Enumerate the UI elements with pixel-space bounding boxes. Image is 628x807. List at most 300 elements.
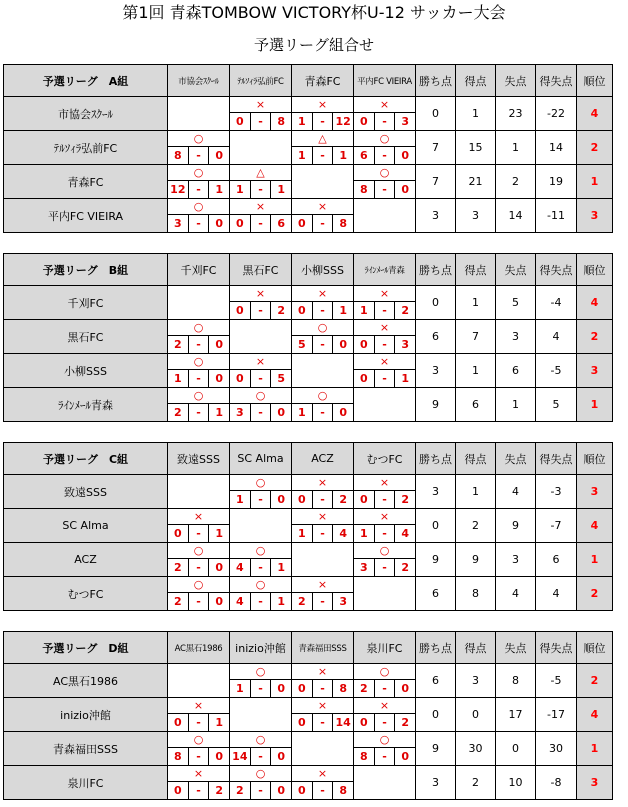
column-header-wins: 勝ち点	[416, 65, 456, 97]
goals-for: 3	[456, 664, 496, 698]
score-dash: -	[251, 404, 272, 421]
table-row	[4, 475, 613, 509]
goal-difference: 30	[536, 732, 577, 766]
goal-difference: 4	[536, 320, 577, 354]
score-for: 0	[292, 782, 313, 799]
match-result-cell	[354, 286, 416, 320]
column-header-rank: 順位	[577, 65, 613, 97]
match-result-cell	[168, 577, 230, 611]
team-name: inizio沖館	[4, 698, 168, 732]
match-result-cell	[354, 509, 416, 543]
goals-for: 1	[456, 354, 496, 388]
match-result-cell	[230, 475, 292, 509]
match-result-cell	[354, 698, 416, 732]
match-result-cell	[230, 766, 292, 800]
score-against: 3	[401, 115, 409, 128]
match-result-cell	[168, 354, 230, 388]
result-symbol: ×	[193, 699, 204, 712]
score-against: 1	[277, 595, 285, 608]
score-for: 1	[230, 491, 251, 508]
score-dash: -	[251, 302, 272, 319]
score-dash: -	[375, 491, 396, 508]
score-against: 2	[215, 784, 223, 797]
score-against: 0	[277, 784, 285, 797]
score-against: 12	[335, 115, 351, 128]
page-title: 第1回 青森TOMBOW VICTORY杯U-12 サッカー大会	[122, 3, 506, 22]
self-match-cell	[230, 698, 292, 732]
column-header-goals-for: 得点	[456, 65, 496, 97]
match-result-cell	[230, 199, 292, 233]
points: 0	[416, 698, 456, 732]
table-row	[4, 543, 613, 577]
score-for: 2	[168, 404, 189, 421]
points: 3	[416, 354, 456, 388]
match-result-cell	[168, 320, 230, 354]
goal-difference: -22	[536, 97, 577, 131]
column-team-header: ACZ	[292, 443, 354, 475]
points: 7	[416, 165, 456, 199]
team-name: AC黒石1986	[4, 664, 168, 698]
score-dash: -	[375, 525, 396, 542]
score-for: 0	[354, 336, 375, 353]
score-dash: -	[375, 336, 396, 353]
team-name: ACZ	[4, 543, 168, 577]
table-row	[4, 664, 613, 698]
match-result-cell	[168, 199, 230, 233]
points: 0	[416, 509, 456, 543]
result-symbol: ×	[193, 510, 204, 523]
match-result-cell	[354, 475, 416, 509]
table-row	[4, 732, 613, 766]
score-against: 1	[339, 304, 347, 317]
score-against: 2	[401, 493, 409, 506]
goal-difference: 19	[536, 165, 577, 199]
column-team-header: 小柳SSS	[292, 254, 354, 286]
result-symbol: ○	[255, 389, 266, 402]
goals-against: 0	[496, 732, 536, 766]
goals-against: 1	[496, 388, 536, 422]
column-header-goal-diff: 得失点	[536, 65, 577, 97]
score-dash: -	[251, 370, 272, 387]
score-dash: -	[189, 559, 210, 576]
match-result-cell	[230, 732, 292, 766]
rank: 1	[577, 165, 613, 199]
team-name: 青森福田SSS	[4, 732, 168, 766]
result-symbol: ×	[255, 98, 266, 111]
result-symbol: ○	[255, 767, 266, 780]
score-for: 1	[230, 680, 251, 697]
match-result-cell	[292, 577, 354, 611]
score-against: 1	[401, 372, 409, 385]
match-result-cell	[230, 577, 292, 611]
result-symbol: ○	[193, 355, 204, 368]
table-row	[4, 97, 613, 131]
rank: 2	[577, 664, 613, 698]
team-name: 千刈FC	[4, 286, 168, 320]
score-for: 0	[168, 782, 189, 799]
league-label: 予選リーグ D組	[4, 632, 168, 664]
score-for: 14	[230, 748, 251, 765]
result-symbol: ×	[317, 699, 328, 712]
score-against: 3	[339, 595, 347, 608]
points: 3	[416, 199, 456, 233]
score-for: 0	[292, 215, 313, 232]
column-header-wins: 勝ち点	[416, 443, 456, 475]
score-for: 0	[354, 491, 375, 508]
score-against: 0	[215, 217, 223, 230]
goal-difference: -17	[536, 698, 577, 732]
match-result-cell	[292, 388, 354, 422]
score-against: 0	[215, 595, 223, 608]
match-result-cell	[354, 97, 416, 131]
table-row	[4, 165, 613, 199]
score-dash: -	[313, 680, 334, 697]
score-dash: -	[313, 147, 334, 164]
team-name: 青森FC	[4, 165, 168, 199]
goals-against: 5	[496, 286, 536, 320]
goals-for: 6	[456, 388, 496, 422]
column-header-wins: 勝ち点	[416, 254, 456, 286]
score-for: 0	[168, 714, 189, 731]
score-against: 2	[401, 561, 409, 574]
column-team-header: 青森福田SSS	[292, 632, 354, 664]
points: 7	[416, 131, 456, 165]
score-against: 0	[401, 682, 409, 695]
score-dash: -	[313, 215, 334, 232]
league-label: 予選リーグ C組	[4, 443, 168, 475]
score-against: 1	[215, 183, 223, 196]
goals-for: 3	[456, 199, 496, 233]
result-symbol: ○	[379, 132, 390, 145]
score-against: 0	[401, 183, 409, 196]
match-result-cell	[354, 732, 416, 766]
score-for: 2	[292, 593, 313, 610]
goals-against: 14	[496, 199, 536, 233]
score-against: 4	[401, 527, 409, 540]
result-symbol: ○	[255, 476, 266, 489]
score-dash: -	[251, 680, 272, 697]
score-against: 1	[215, 406, 223, 419]
result-symbol: ×	[317, 510, 328, 523]
result-symbol: ○	[379, 166, 390, 179]
self-match-cell	[354, 577, 416, 611]
column-header-goal-diff: 得失点	[536, 443, 577, 475]
result-symbol: ○	[255, 578, 266, 591]
score-dash: -	[251, 559, 272, 576]
result-symbol: ×	[317, 200, 328, 213]
self-match-cell	[354, 199, 416, 233]
column-header-goals-against: 失点	[496, 443, 536, 475]
score-against: 8	[339, 784, 347, 797]
result-symbol: ○	[255, 544, 266, 557]
score-against: 0	[215, 561, 223, 574]
score-dash: -	[251, 748, 272, 765]
column-header-rank: 順位	[577, 254, 613, 286]
score-for: 0	[354, 370, 375, 387]
column-team-header: 平内FC VIEIRA	[354, 65, 416, 97]
table-row	[4, 509, 613, 543]
score-for: 2	[230, 782, 251, 799]
result-symbol: ○	[193, 166, 204, 179]
result-symbol: ×	[317, 287, 328, 300]
goals-for: 1	[456, 97, 496, 131]
column-team-header: 千刈FC	[168, 254, 230, 286]
self-match-cell	[292, 354, 354, 388]
team-name: 平内FC VIEIRA	[4, 199, 168, 233]
goals-for: 8	[456, 577, 496, 611]
self-match-cell	[168, 664, 230, 698]
rank: 4	[577, 698, 613, 732]
score-dash: -	[313, 782, 334, 799]
column-header-goal-diff: 得失点	[536, 254, 577, 286]
score-against: 1	[215, 716, 223, 729]
score-for: 0	[292, 491, 313, 508]
match-result-cell	[230, 664, 292, 698]
match-result-cell	[168, 165, 230, 199]
score-for: 0	[230, 215, 251, 232]
match-result-cell	[354, 131, 416, 165]
score-against: 5	[277, 372, 285, 385]
points: 9	[416, 543, 456, 577]
self-match-cell	[230, 509, 292, 543]
score-for: 0	[168, 525, 189, 542]
goal-difference: -3	[536, 475, 577, 509]
self-match-cell	[354, 388, 416, 422]
score-for: 8	[354, 181, 375, 198]
rank: 1	[577, 388, 613, 422]
column-team-header: ﾃﾙｿｨﾗ弘前FC	[230, 65, 292, 97]
team-name: 市協会ｽｸｰﾙ	[4, 97, 168, 131]
goal-difference: -8	[536, 766, 577, 800]
column-header-goals-against: 失点	[496, 632, 536, 664]
score-dash: -	[189, 370, 210, 387]
team-name: ﾃﾙｿｨﾗ弘前FC	[4, 131, 168, 165]
result-symbol: ○	[193, 544, 204, 557]
self-match-cell	[292, 543, 354, 577]
column-header-goals-for: 得点	[456, 443, 496, 475]
score-for: 2	[168, 593, 189, 610]
score-dash: -	[313, 302, 334, 319]
column-header-goal-diff: 得失点	[536, 632, 577, 664]
score-against: 0	[277, 750, 285, 763]
score-dash: -	[189, 782, 210, 799]
match-result-cell	[168, 543, 230, 577]
goal-difference: -5	[536, 354, 577, 388]
table-row	[4, 199, 613, 233]
score-for: 0	[292, 714, 313, 731]
score-dash: -	[251, 181, 272, 198]
column-team-header: ﾗｲﾝﾒｰﾙ青森	[354, 254, 416, 286]
score-against: 0	[215, 149, 223, 162]
score-dash: -	[375, 302, 396, 319]
result-symbol: ○	[255, 733, 266, 746]
score-against: 0	[401, 750, 409, 763]
match-result-cell	[168, 388, 230, 422]
result-symbol: ×	[379, 510, 390, 523]
score-for: 1	[168, 370, 189, 387]
score-for: 1	[292, 147, 313, 164]
rank: 4	[577, 286, 613, 320]
result-symbol: ×	[255, 200, 266, 213]
match-result-cell	[230, 97, 292, 131]
match-result-cell	[292, 131, 354, 165]
score-dash: -	[251, 113, 272, 130]
match-result-cell	[168, 698, 230, 732]
score-dash: -	[375, 559, 396, 576]
result-symbol: ○	[317, 321, 328, 334]
points: 6	[416, 577, 456, 611]
goals-for: 30	[456, 732, 496, 766]
result-symbol: ×	[379, 98, 390, 111]
table-row	[4, 320, 613, 354]
result-symbol: ×	[379, 321, 390, 334]
column-team-header: 市協会ｽｸｰﾙ	[168, 65, 230, 97]
match-result-cell	[292, 199, 354, 233]
goal-difference: 4	[536, 577, 577, 611]
column-team-header: SC Alma	[230, 443, 292, 475]
score-for: 1	[292, 525, 313, 542]
score-against: 1	[339, 149, 347, 162]
score-against: 0	[339, 406, 347, 419]
result-symbol: ×	[317, 98, 328, 111]
match-result-cell	[168, 766, 230, 800]
score-dash: -	[375, 181, 396, 198]
column-team-header: むつFC	[354, 443, 416, 475]
score-dash: -	[313, 404, 334, 421]
score-against: 2	[277, 304, 285, 317]
goals-against: 23	[496, 97, 536, 131]
score-dash: -	[251, 593, 272, 610]
team-name: SC Alma	[4, 509, 168, 543]
goals-for: 7	[456, 320, 496, 354]
score-for: 3	[230, 404, 251, 421]
match-result-cell	[168, 509, 230, 543]
score-for: 0	[230, 370, 251, 387]
score-dash: -	[251, 491, 272, 508]
page-subtitle: 予選リーグ組合せ	[253, 36, 374, 54]
goals-against: 10	[496, 766, 536, 800]
score-for: 3	[168, 215, 189, 232]
rank: 4	[577, 97, 613, 131]
goals-for: 1	[456, 286, 496, 320]
result-symbol: ○	[317, 389, 328, 402]
league-table	[3, 253, 613, 422]
score-for: 1	[292, 404, 313, 421]
match-result-cell	[230, 165, 292, 199]
column-header-goals-for: 得点	[456, 254, 496, 286]
rank: 3	[577, 199, 613, 233]
goal-difference: -4	[536, 286, 577, 320]
score-for: 12	[168, 181, 189, 198]
score-for: 2	[168, 336, 189, 353]
table-row	[4, 766, 613, 800]
result-symbol: ×	[379, 355, 390, 368]
rank: 3	[577, 475, 613, 509]
result-symbol: ×	[317, 767, 328, 780]
score-dash: -	[375, 680, 396, 697]
column-header-rank: 順位	[577, 443, 613, 475]
table-row	[4, 698, 613, 732]
score-dash: -	[189, 525, 210, 542]
match-result-cell	[292, 664, 354, 698]
score-dash: -	[189, 714, 210, 731]
score-for: 2	[168, 559, 189, 576]
team-name: ﾗｲﾝﾒｰﾙ青森	[4, 388, 168, 422]
team-name: 泉川FC	[4, 766, 168, 800]
goals-against: 8	[496, 664, 536, 698]
self-match-cell	[230, 320, 292, 354]
goals-against: 4	[496, 577, 536, 611]
self-match-cell	[168, 97, 230, 131]
rank: 2	[577, 577, 613, 611]
match-result-cell	[292, 509, 354, 543]
score-dash: -	[251, 782, 272, 799]
points: 6	[416, 664, 456, 698]
result-symbol: ○	[379, 733, 390, 746]
score-dash: -	[189, 147, 210, 164]
column-team-header: 泉川FC	[354, 632, 416, 664]
rank: 4	[577, 509, 613, 543]
score-for: 8	[168, 748, 189, 765]
goals-against: 1	[496, 131, 536, 165]
score-against: 0	[339, 338, 347, 351]
match-result-cell	[230, 388, 292, 422]
score-dash: -	[375, 147, 396, 164]
goals-against: 4	[496, 475, 536, 509]
goals-against: 2	[496, 165, 536, 199]
league-label: 予選リーグ B組	[4, 254, 168, 286]
result-symbol: △	[318, 132, 327, 145]
score-against: 4	[339, 527, 347, 540]
result-symbol: ○	[193, 200, 204, 213]
score-against: 0	[401, 149, 409, 162]
score-dash: -	[313, 593, 334, 610]
goals-for: 9	[456, 543, 496, 577]
goal-difference: -11	[536, 199, 577, 233]
result-symbol: ×	[317, 665, 328, 678]
score-dash: -	[375, 748, 396, 765]
score-dash: -	[375, 714, 396, 731]
goal-difference: -5	[536, 664, 577, 698]
goals-against: 6	[496, 354, 536, 388]
match-result-cell	[354, 543, 416, 577]
league-label: 予選リーグ A組	[4, 65, 168, 97]
goals-for: 15	[456, 131, 496, 165]
result-symbol: ×	[255, 355, 266, 368]
table-row	[4, 286, 613, 320]
column-team-header: inizio沖館	[230, 632, 292, 664]
goals-against: 3	[496, 543, 536, 577]
result-symbol: ○	[193, 578, 204, 591]
team-name: 小柳SSS	[4, 354, 168, 388]
score-dash: -	[189, 404, 210, 421]
result-symbol: ×	[255, 287, 266, 300]
score-for: 1	[354, 525, 375, 542]
match-result-cell	[292, 766, 354, 800]
column-team-header: 黒石FC	[230, 254, 292, 286]
score-dash: -	[313, 336, 334, 353]
match-result-cell	[354, 664, 416, 698]
result-symbol: ○	[193, 321, 204, 334]
column-header-goals-for: 得点	[456, 632, 496, 664]
result-symbol: ○	[379, 544, 390, 557]
goals-for: 1	[456, 475, 496, 509]
result-symbol: ○	[193, 389, 204, 402]
score-against: 8	[277, 115, 285, 128]
score-dash: -	[375, 370, 396, 387]
goals-for: 2	[456, 509, 496, 543]
table-row	[4, 131, 613, 165]
